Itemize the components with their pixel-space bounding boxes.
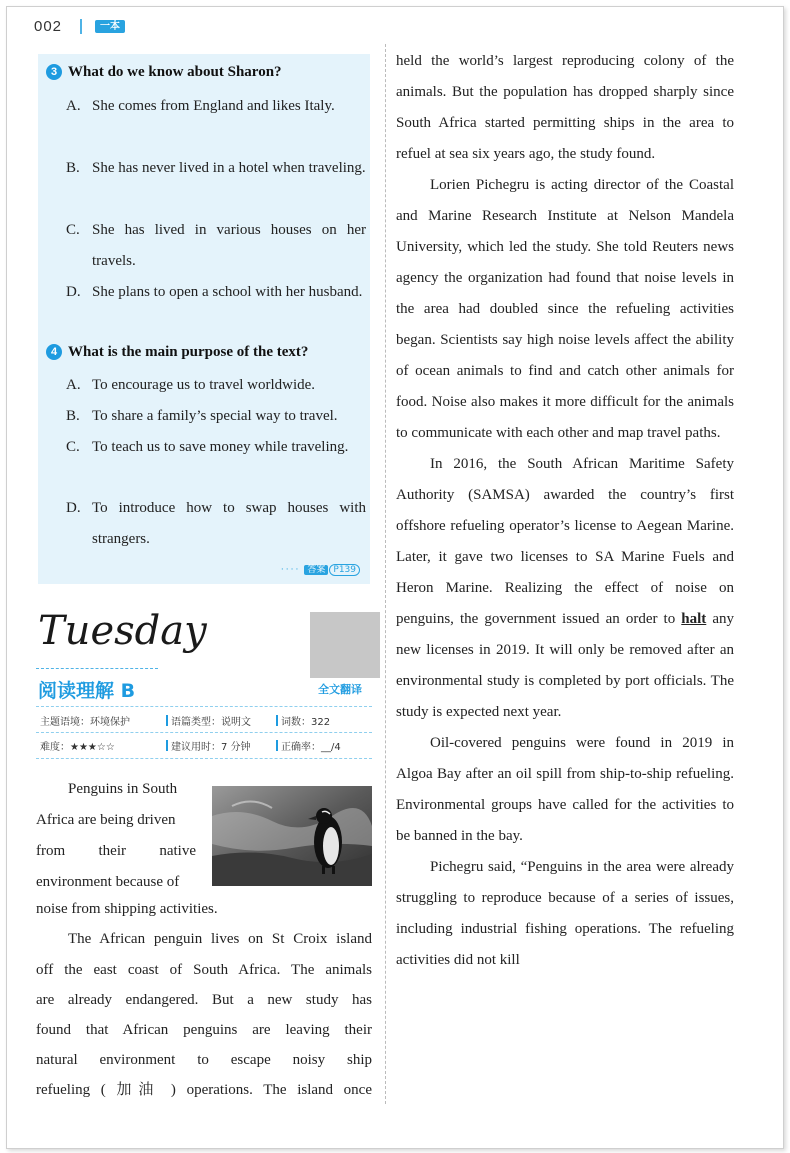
question-3-option-b[interactable]: B. She has never lived in a hotel when traveling.: [66, 160, 366, 176]
column-divider: [385, 44, 386, 1104]
right-column-text: [396, 46, 734, 976]
question-3-option-a[interactable]: A. She comes from England and likes Italy.: [66, 98, 335, 114]
para1-line-3: are already endangered. But a new study has: [36, 992, 372, 1008]
paragraph: Lorien Pichegru is acting director of the Coastal and Marine Research Institute at Nelson Mandela University, which led the study. She told Reuters news agency the organization had found that noise levels in the area had doubled since the refueling activities began. Scientists say high noise levels affect the ability of ocean animals to find and catch other animals for food. Noise also makes it more difficult for the animals to communicate with each other and map travel paths.: [396, 177, 734, 441]
question-4-option-d[interactable]: D. To introduce how to swap houses with strangers.: [66, 500, 366, 547]
page-number: 002: [34, 18, 63, 35]
meta-accuracy: 正确率：__/4: [276, 738, 341, 753]
heading-underline: [36, 668, 158, 669]
para1-line-1: The African penguin lives on St Croix island: [68, 931, 372, 947]
meta-genre: 语篇类型：说明文: [166, 713, 251, 728]
full-translation-link[interactable]: 全文翻译: [318, 683, 362, 696]
para1-line-5: natural environment to escape noisy ship: [36, 1052, 372, 1068]
question-4-option-a[interactable]: A. To encourage us to travel worldwide.: [66, 377, 316, 393]
question-4-option-b[interactable]: B. To share a family’s special way to travel.: [66, 408, 338, 424]
meta-difficulty: 难度：★★★☆☆: [40, 742, 115, 753]
penguin-photo: [212, 786, 372, 886]
para1-line-2: off the east coast of South Africa. The animals: [36, 962, 372, 978]
paragraph: Pichegru said, “Penguins in the area were already struggling to reproduce because of a series of issues, including industrial fishing operations. The refueling activities did not kill: [396, 859, 734, 968]
intro-line-1: Penguins in South: [68, 781, 178, 797]
question-3-option-c[interactable]: C. She has lived in various houses on her travels.: [66, 222, 366, 269]
paragraph: Oil-covered penguins were found in 2019 in Algoa Bay after an oil spill from ship-to-ship refueling. Environmental groups have called for the activities to be banned in the bay.: [396, 735, 734, 844]
question-box: [38, 54, 370, 584]
meta-theme: 主题语境：环境保护: [40, 717, 130, 728]
question-4-option-c[interactable]: C. To teach us to save money while traveling.: [66, 439, 349, 455]
meta-time: 建议用时：7 分钟: [166, 738, 251, 753]
paragraph: In 2016, the South African Maritime Safety Authority (SAMSA) awarded the country’s first offshore refueling operator’s license to Aegean Marine. Later, it gave two licenses to SA Marine Fuels and Heron Marine. Realizing the effect of noise on penguins, the government issued an order to halt any new licenses in 2019. It will only be removed after an environmental study is completed by port officials. The study is expected next year.: [396, 456, 734, 720]
brand-logo: 一本: [95, 20, 125, 33]
meta-word-count: 词数：322: [276, 713, 330, 728]
intro-line-5: noise from shipping activities.: [36, 901, 218, 917]
meta-divider: [36, 732, 372, 733]
answer-page-tag[interactable]: ···· 答案 P139: [281, 562, 360, 576]
key-word-halt: halt: [681, 611, 707, 627]
question-3-option-d[interactable]: D. She plans to open a school with her husband.: [66, 284, 363, 300]
intro-line-4: environment because of: [36, 874, 180, 890]
meta-divider: [36, 706, 372, 707]
intro-line-3: from their native: [36, 843, 196, 859]
question-number-badge: 4: [46, 344, 62, 360]
question-number-badge: 3: [46, 64, 62, 80]
page-number-separator: [80, 19, 82, 34]
question-4-title: 4 What is the main purpose of the text?: [46, 344, 308, 361]
section-title: 阅读理解 B: [38, 680, 136, 702]
meta-divider: [36, 758, 372, 759]
para1-line-4: found that African penguins are leaving their: [36, 1022, 372, 1038]
question-3-title: 3 What do we know about Sharon?: [46, 64, 282, 81]
paragraph: held the world’s largest reproducing colony of the animals. But the population has dropped sharply since South Africa started permitting ships in the area to refuel at sea six years ago, the study found.: [396, 53, 734, 162]
para1-line-6: refueling ( 加油 ) operations. The island once: [36, 1082, 372, 1098]
day-heading: Tuesday: [38, 608, 207, 654]
qr-code-placeholder: [310, 612, 380, 678]
intro-line-2: Africa are being driven: [36, 812, 176, 828]
